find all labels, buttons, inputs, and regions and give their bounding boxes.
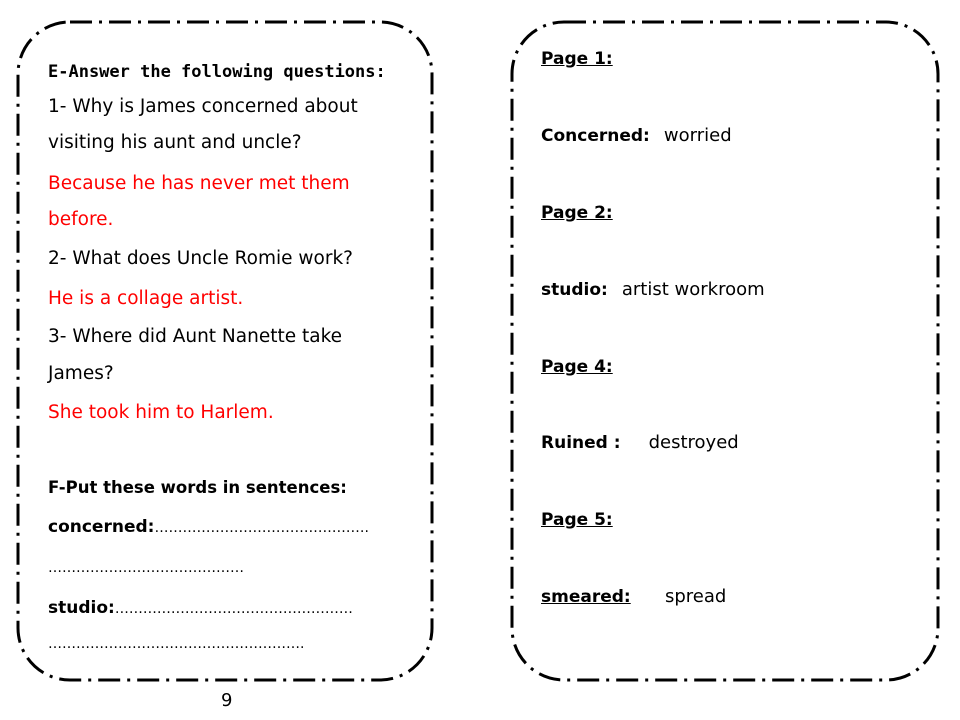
vocab-page-label: Page 4: xyxy=(541,357,613,377)
vocab-term: Ruined : xyxy=(541,433,621,453)
vocab-meaning: worried xyxy=(663,125,732,146)
vocab-entry xyxy=(541,430,739,455)
vocab-entry xyxy=(541,123,732,148)
question-3-line-2: James? xyxy=(48,363,114,384)
page-number: 9 xyxy=(221,690,233,711)
studio-sentence-line xyxy=(48,595,353,621)
left-panel-border xyxy=(18,22,432,680)
vocab-meaning: artist workroom xyxy=(621,279,765,300)
question-3-line-1: 3- Where did Aunt Nanette take xyxy=(48,326,343,347)
concerned-sentence-line xyxy=(48,514,369,540)
vocab-entry xyxy=(541,584,726,609)
section-f-heading: F-Put these words in sentences: xyxy=(48,478,347,497)
vocab-page-label: Page 5: xyxy=(541,510,613,530)
vocab-term: Concerned: xyxy=(541,126,650,146)
concerned-label: concerned: xyxy=(48,517,155,537)
question-1-line-1: 1- Why is James concerned about xyxy=(48,96,358,117)
studio-blank: …………………………………………… xyxy=(114,601,353,617)
concerned-blank: ………………………………………. xyxy=(154,520,369,536)
question-1-line-2: visiting his aunt and uncle? xyxy=(48,132,302,153)
vocab-term: smeared: xyxy=(541,587,631,607)
answer-2: He is a collage artist. xyxy=(48,288,244,309)
right-panel-border xyxy=(512,22,938,680)
vocab-page-label: Page 1: xyxy=(541,49,613,69)
vocab-term: studio: xyxy=(541,280,608,300)
question-2: 2- What does Uncle Romie work? xyxy=(48,248,353,269)
vocab-entry xyxy=(541,277,765,302)
answer-1-line-2: before. xyxy=(48,209,114,230)
studio-label: studio: xyxy=(48,598,115,618)
concerned-blank-line-2: …………………………………… xyxy=(48,560,244,576)
vocab-meaning: spread xyxy=(665,586,727,607)
answer-1-line-1: Because he has never met them xyxy=(48,173,350,194)
vocab-page-label: Page 2: xyxy=(541,203,613,223)
answer-3: She took him to Harlem. xyxy=(48,402,274,423)
section-e-heading: E-Answer the following questions: xyxy=(48,62,386,82)
vocab-meaning: destroyed xyxy=(648,432,739,453)
studio-blank-line-2: ………………………………………………. xyxy=(48,636,305,652)
